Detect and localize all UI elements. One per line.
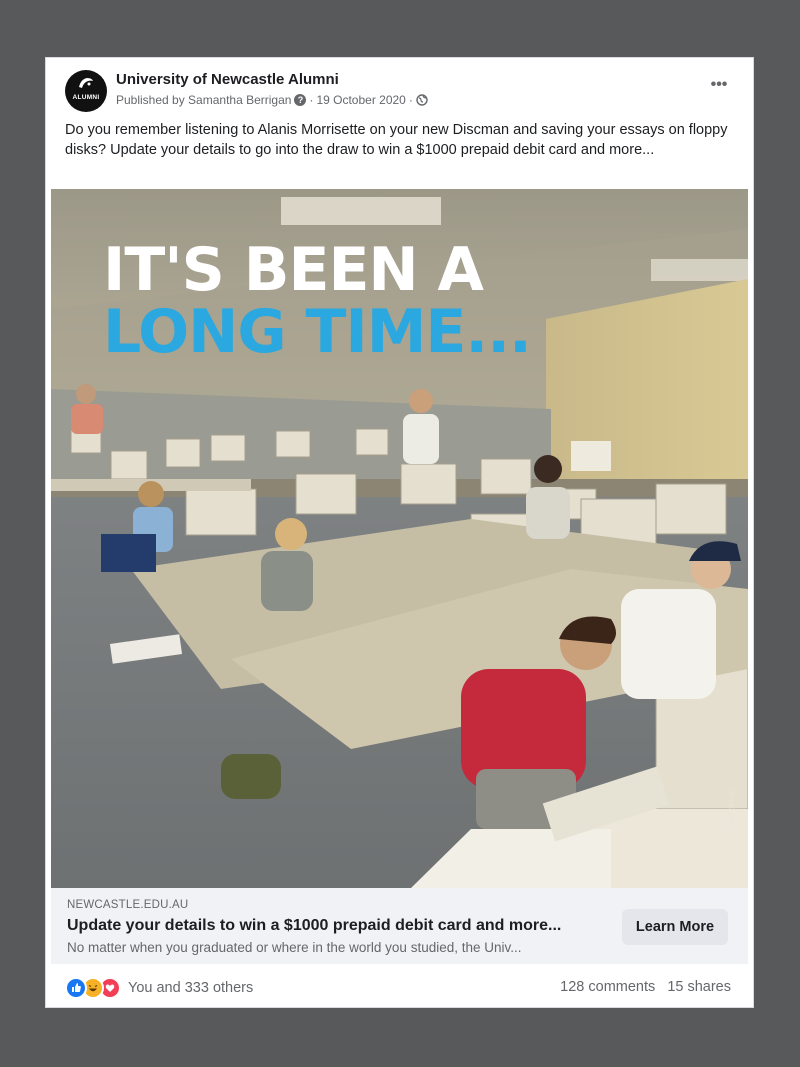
reaction-count[interactable]: You and 333 others — [128, 980, 254, 996]
reaction-summary[interactable] — [65, 977, 253, 999]
post-image[interactable] — [51, 189, 748, 888]
post-header — [65, 70, 734, 114]
learn-more-button[interactable]: Learn More — [622, 909, 728, 945]
link-description: No matter when you graduated or where in the world you studied, the Univ... — [67, 940, 522, 955]
avatar[interactable] — [65, 70, 107, 112]
published-by[interactable]: Published by Samantha Berrigan — [116, 93, 292, 107]
shares-count[interactable]: 15 shares — [667, 979, 731, 995]
meta-separator: · — [309, 93, 314, 107]
image-headline — [103, 235, 531, 367]
more-icon: ••• — [710, 76, 728, 93]
post-card — [45, 57, 754, 1008]
link-domain: NEWCASTLE.EDU.AU — [67, 899, 189, 911]
meta-separator-2: · — [408, 93, 413, 107]
globe-icon — [416, 94, 428, 106]
avatar-label: ALUMNI — [72, 94, 100, 101]
like-icon — [65, 977, 87, 999]
comments-count[interactable]: 128 comments — [560, 979, 656, 995]
post-footer — [65, 973, 734, 1001]
headline-line-1: IT'S BEEN A — [103, 235, 483, 305]
engagement-counts — [560, 979, 731, 995]
link-title[interactable]: Update your details to win a $1000 prepaid debit card and more... — [67, 917, 562, 934]
post-meta — [116, 93, 428, 107]
link-preview[interactable] — [51, 888, 748, 964]
more-options-button[interactable] — [704, 78, 734, 98]
university-logo-icon — [78, 77, 94, 89]
page-name-link[interactable]: University of Newcastle Alumni — [116, 71, 339, 88]
post-date[interactable]: 19 October 2020 — [316, 93, 406, 107]
question-icon[interactable]: ? — [294, 94, 306, 106]
post-text: Do you remember listening to Alanis Morrisette on your new Discman and saving your essays on floppy disks? Update your details to go into the draw to win a $1000 prepaid debit card and more... — [65, 122, 728, 158]
photo-credit: CRCDS Photo 003287 — [729, 787, 736, 858]
headline-line-2: LONG TIME... — [103, 297, 531, 367]
